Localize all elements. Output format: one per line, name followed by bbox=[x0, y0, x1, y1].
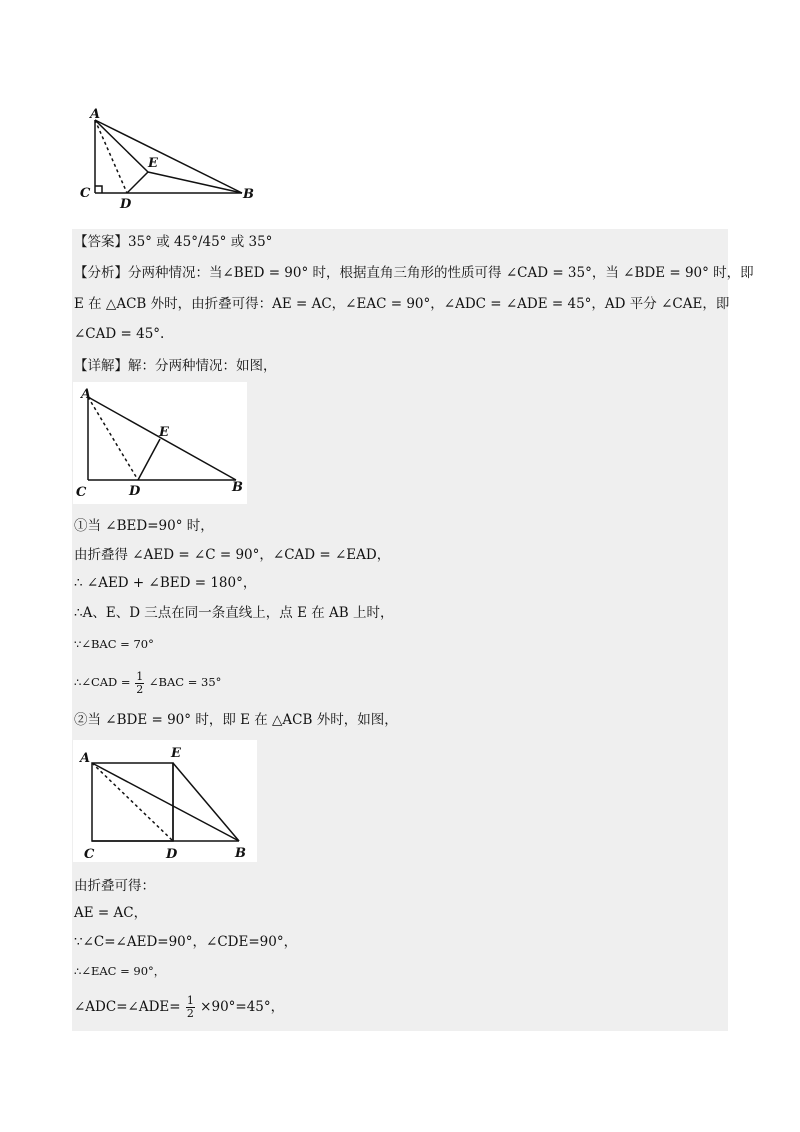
fig1-label-b: B bbox=[243, 187, 254, 202]
case2-fraction-den: 2 bbox=[186, 1007, 194, 1020]
figure-2-diagram bbox=[73, 382, 247, 504]
fig1-label-a: A bbox=[90, 107, 101, 122]
case1-step5 bbox=[74, 668, 221, 696]
analysis-label: 【分析】 bbox=[74, 265, 128, 281]
case1-step5-post: ∠BAC = 35° bbox=[148, 675, 222, 689]
fig2-label-b: B bbox=[232, 480, 243, 495]
answer-line bbox=[74, 232, 272, 252]
solution-panel bbox=[72, 229, 728, 1031]
case2-fraction-num: 1 bbox=[186, 994, 194, 1007]
case2-step5-post: ×90°=45°， bbox=[200, 999, 285, 1015]
fig3-label-a: A bbox=[80, 751, 91, 766]
figure-1-diagram bbox=[76, 102, 266, 212]
analysis-text-1: 分两种情况：当∠BED = 90° 时，根据直角三角形的性质可得 ∠CAD = 35°，当 ∠BDE = 90° 时，即 bbox=[128, 265, 754, 281]
answer-text: 35° 或 45°/45° 或 35° bbox=[128, 234, 273, 250]
fig2-label-d: D bbox=[129, 484, 141, 499]
fig1-label-e: E bbox=[148, 156, 158, 171]
case2-step3: ∵∠C=∠AED=90°，∠CDE=90°， bbox=[74, 934, 298, 950]
figure-3-diagram bbox=[73, 740, 257, 862]
fig3-label-e: E bbox=[171, 746, 181, 761]
fig3-label-b: B bbox=[235, 846, 246, 861]
case1-step2: ∴ ∠AED + ∠BED = 180°， bbox=[74, 575, 257, 591]
figure-2 bbox=[73, 382, 247, 504]
fig1-label-d: D bbox=[120, 197, 132, 212]
case2-fraction bbox=[186, 995, 195, 1020]
case2-title: ②当 ∠BDE = 90° 时，即 E 在 △ACB 外时，如图， bbox=[74, 712, 398, 728]
figure-3 bbox=[73, 740, 257, 862]
case1-step4: ∵∠BAC = 70° bbox=[74, 637, 154, 651]
analysis-line-2: E 在 △ACB 外时，由折叠可得：AE = AC，∠EAC = 90°，∠ADC = ∠ADE = 45°，AD 平分 ∠CAE，即 bbox=[74, 296, 730, 312]
case1-fraction-num: 1 bbox=[136, 669, 144, 683]
detail-label: 【详解】 bbox=[74, 358, 128, 374]
fig2-label-a: A bbox=[81, 387, 92, 402]
fig3-label-d: D bbox=[166, 847, 178, 862]
analysis-line-1 bbox=[74, 263, 754, 283]
case1-fraction-den: 2 bbox=[136, 682, 144, 696]
fig1-label-c: C bbox=[80, 186, 91, 201]
detail-intro: 解：分两种情况：如图， bbox=[128, 358, 277, 374]
case2-step1: 由折叠可得： bbox=[74, 878, 155, 894]
case2-step2: AE = AC， bbox=[74, 905, 148, 921]
case1-step1: 由折叠得 ∠AED = ∠C = 90°，∠CAD = ∠EAD， bbox=[74, 547, 391, 563]
fig2-label-c: C bbox=[76, 485, 87, 500]
answer-label: 【答案】 bbox=[74, 234, 128, 250]
case2-step4: ∴∠EAC = 90°， bbox=[74, 964, 166, 978]
case1-step3: ∴A、E、D 三点在同一条直线上，点 E 在 AB 上时， bbox=[74, 605, 394, 621]
case1-step5-pre: ∴∠CAD = bbox=[74, 675, 131, 689]
case2-step5-pre: ∠ADC=∠ADE= bbox=[74, 999, 181, 1015]
fig2-label-e: E bbox=[159, 425, 169, 440]
detail-line bbox=[74, 356, 277, 376]
analysis-line-3: ∠CAD = 45°. bbox=[74, 326, 165, 342]
fig3-label-c: C bbox=[84, 847, 95, 862]
case2-step5 bbox=[74, 992, 284, 1022]
case1-title: ①当 ∠BED=90° 时， bbox=[74, 518, 214, 534]
case1-fraction bbox=[135, 671, 144, 696]
